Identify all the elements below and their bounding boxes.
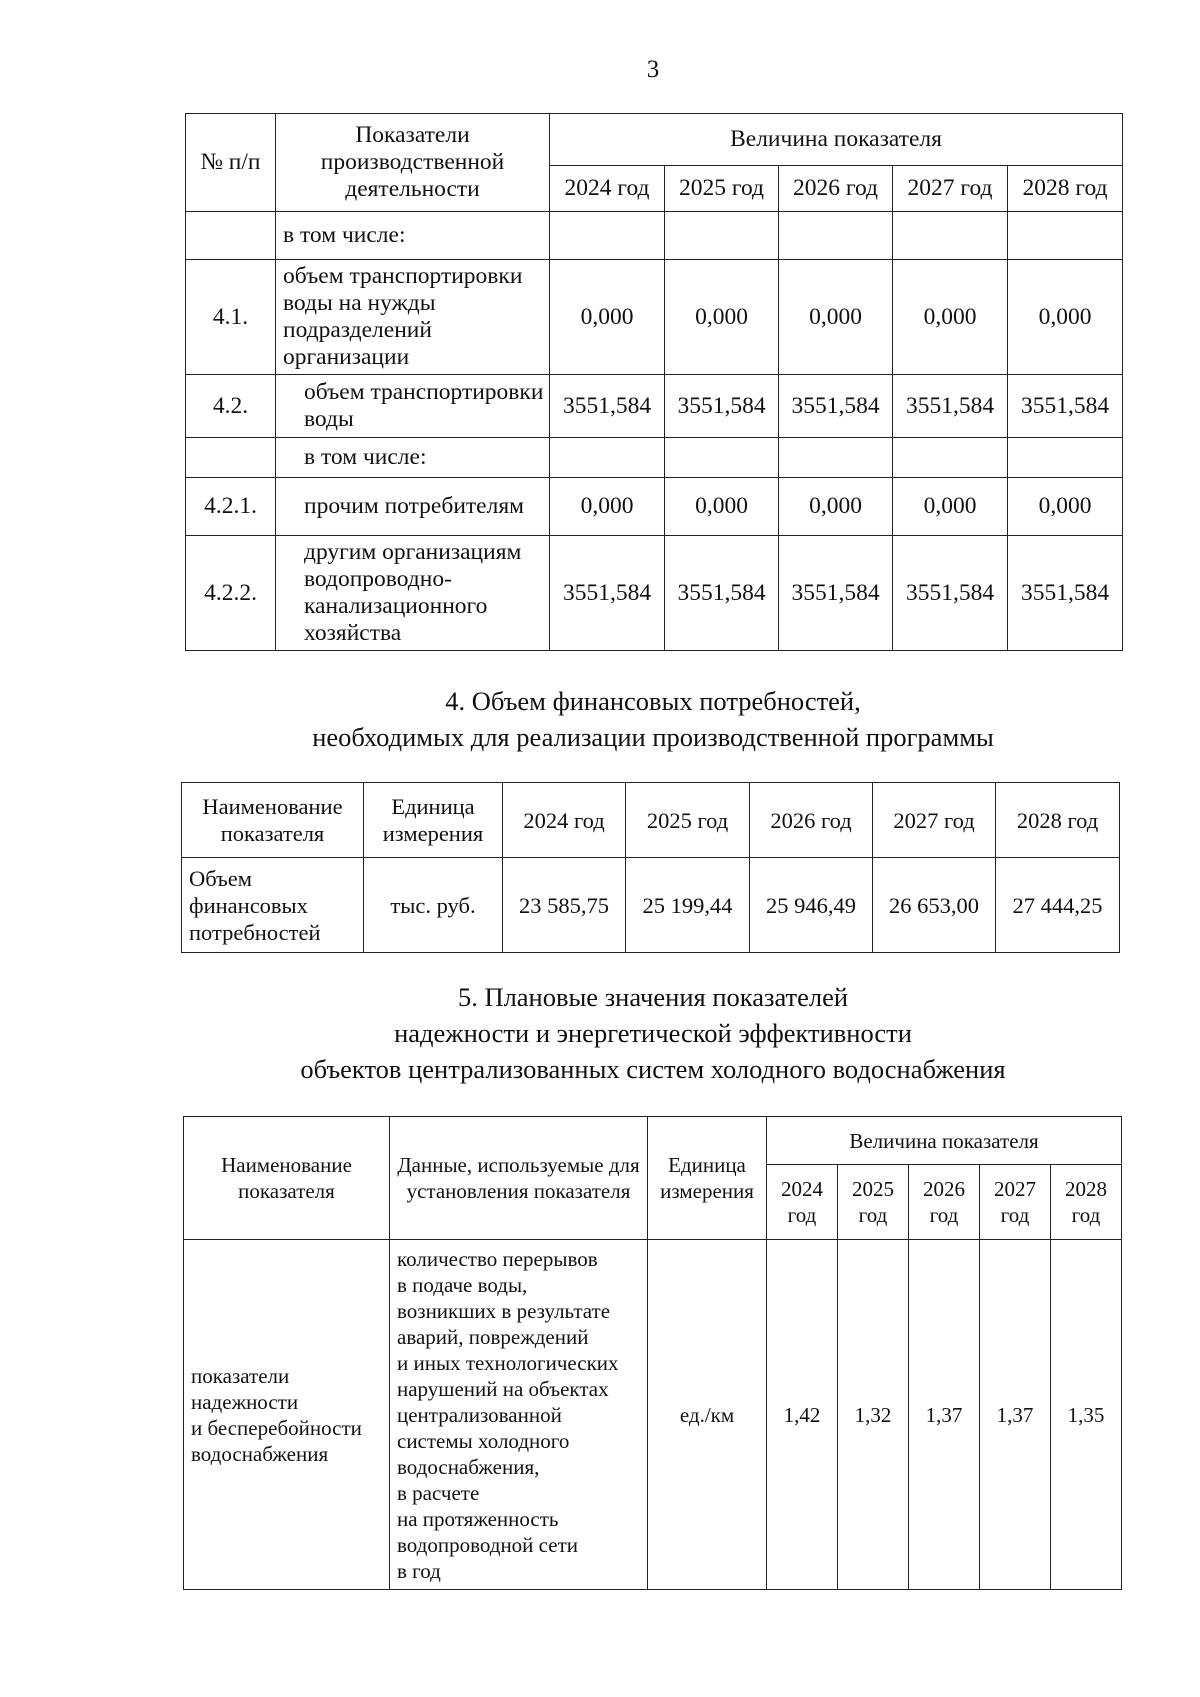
- header-year-number: 2025: [852, 1177, 894, 1201]
- row-value: [893, 438, 1008, 478]
- header-data: Данные, используемые для установления показателя: [390, 1117, 648, 1240]
- row-num: [186, 438, 276, 478]
- row-value: 0,000: [893, 260, 1008, 375]
- row-data-line: и иных технологических: [397, 1350, 619, 1375]
- row-value: 25 946,49: [750, 858, 873, 953]
- row-value: 23 585,75: [503, 858, 626, 953]
- section-4-title-line: 4. Объем финансовых потребностей,: [445, 686, 861, 716]
- header-year-number: 2026: [923, 1177, 965, 1201]
- row-value: 3551,584: [1008, 375, 1123, 438]
- row-value: [665, 438, 779, 478]
- row-data-line: нарушений на объектах: [397, 1376, 609, 1401]
- header-year: 2024 год: [503, 783, 626, 858]
- table-row: [186, 536, 1123, 651]
- row-value: 1,42: [767, 1240, 838, 1590]
- row-data-line: централизованной: [397, 1402, 562, 1427]
- table-row: [186, 260, 1123, 375]
- header-year: [1051, 1165, 1122, 1240]
- row-num: 4.2.1.: [186, 478, 276, 536]
- row-data-line: системы холодного: [397, 1428, 570, 1453]
- header-year: [767, 1165, 838, 1240]
- row-name: [184, 1240, 390, 1590]
- row-data-line: в расчете: [397, 1480, 480, 1505]
- row-value: 3551,584: [550, 375, 665, 438]
- header-year-number: 2027: [994, 1177, 1036, 1201]
- header-year: [980, 1165, 1051, 1240]
- row-value: 1,37: [980, 1240, 1051, 1590]
- section-5-title-line: объектов централизованных систем холодного водоснабжения: [300, 1054, 1006, 1084]
- row-data-line: в год: [397, 1558, 441, 1583]
- row-value: [665, 212, 779, 260]
- header-unit: Единица измерения: [648, 1117, 767, 1240]
- header-value: Величина показателя: [767, 1117, 1122, 1165]
- row-name-line: показатели: [191, 1363, 290, 1388]
- section-5-heading: [0, 979, 1200, 1087]
- row-name-line: водоснабжения: [191, 1441, 329, 1466]
- header-year: 2028 год: [1008, 166, 1123, 212]
- row-value: 0,000: [1008, 260, 1123, 375]
- row-label: в том числе:: [276, 438, 550, 478]
- row-value: 1,37: [909, 1240, 980, 1590]
- header-year: 2025 год: [626, 783, 750, 858]
- row-value: 0,000: [665, 478, 779, 536]
- header-indicator: Показатели производственной деятельности: [276, 114, 550, 212]
- row-value: [779, 438, 893, 478]
- header-num: № п/п: [186, 114, 276, 212]
- header-year-word: год: [1000, 1203, 1030, 1227]
- row-data-line: возникших в результате: [397, 1298, 611, 1323]
- header-year: 2024 год: [550, 166, 665, 212]
- table-row: [186, 375, 1123, 438]
- row-unit: тыс. руб.: [364, 858, 503, 953]
- row-label: прочим потребителям: [276, 478, 550, 536]
- row-value: 3551,584: [779, 375, 893, 438]
- header-year-number: 2028: [1065, 1177, 1107, 1201]
- row-name-line: и бесперебойности: [191, 1415, 362, 1440]
- row-value: 3551,584: [665, 375, 779, 438]
- row-value: 1,35: [1051, 1240, 1122, 1590]
- production-indicators-table: [185, 113, 1123, 651]
- row-label: объем транспортировки воды: [276, 375, 550, 438]
- row-value: [550, 438, 665, 478]
- row-data-line: на протяженность: [397, 1506, 559, 1531]
- row-value: 3551,584: [779, 536, 893, 651]
- header-year: [838, 1165, 909, 1240]
- header-year: 2026 год: [750, 783, 873, 858]
- section-5-title-line: надежности и энергетической эффективности: [394, 1018, 912, 1048]
- row-value: 0,000: [1008, 478, 1123, 536]
- row-value: 0,000: [550, 478, 665, 536]
- row-value: 3551,584: [893, 536, 1008, 651]
- header-year-word: год: [787, 1203, 817, 1227]
- row-data-line: водоснабжения,: [397, 1454, 540, 1479]
- row-data-line: водопроводной сети: [397, 1532, 578, 1557]
- financial-needs-table: [181, 782, 1120, 953]
- section-4-heading: [0, 683, 1200, 755]
- row-value: 0,000: [779, 478, 893, 536]
- table-row: [184, 1240, 1122, 1590]
- row-value: [1008, 212, 1123, 260]
- row-value: [893, 212, 1008, 260]
- row-num: [186, 212, 276, 260]
- header-year: 2028 год: [996, 783, 1120, 858]
- header-value: Величина показателя: [550, 114, 1123, 166]
- header-year: 2026 год: [779, 166, 893, 212]
- reliability-indicators-table: [183, 1116, 1122, 1590]
- row-value: 0,000: [665, 260, 779, 375]
- row-label: другим организациям водопроводно-канализационного хозяйства: [276, 536, 550, 651]
- row-data-line: количество перерывов: [397, 1246, 598, 1271]
- row-data-line: аварий, повреждений: [397, 1324, 589, 1349]
- row-name-line: надежности: [191, 1389, 299, 1414]
- row-num: 4.2.: [186, 375, 276, 438]
- row-num: 4.2.2.: [186, 536, 276, 651]
- row-label: в том числе:: [276, 212, 550, 260]
- row-data-line: в подаче воды,: [397, 1272, 528, 1297]
- header-unit: Единица измерения: [364, 783, 503, 858]
- row-value: [550, 212, 665, 260]
- header-year: [909, 1165, 980, 1240]
- row-value: 0,000: [779, 260, 893, 375]
- row-value: 3551,584: [665, 536, 779, 651]
- row-value: 26 653,00: [873, 858, 996, 953]
- page-number: 3: [646, 56, 660, 83]
- header-year: 2027 год: [873, 783, 996, 858]
- table-row: [186, 212, 1123, 260]
- header-year: 2027 год: [893, 166, 1008, 212]
- row-value: 0,000: [550, 260, 665, 375]
- row-value: 3551,584: [893, 375, 1008, 438]
- row-data-description: [390, 1240, 648, 1590]
- row-value: [1008, 438, 1123, 478]
- header-name: Наименование показателя: [182, 783, 364, 858]
- row-value: 3551,584: [550, 536, 665, 651]
- table-row: [186, 438, 1123, 478]
- row-value: 1,32: [838, 1240, 909, 1590]
- row-value: 25 199,44: [626, 858, 750, 953]
- header-year-word: год: [1071, 1203, 1101, 1227]
- row-value: 3551,584: [1008, 536, 1123, 651]
- row-value: 27 444,25: [996, 858, 1120, 953]
- row-num: 4.1.: [186, 260, 276, 375]
- header-year: 2025 год: [665, 166, 779, 212]
- row-label: объем транспортировки воды на нужды подразделений организации: [276, 260, 550, 375]
- row-value: 0,000: [893, 478, 1008, 536]
- row-unit: ед./км: [648, 1240, 767, 1590]
- header-year-word: год: [858, 1203, 888, 1227]
- header-year-number: 2024: [781, 1177, 823, 1201]
- table-row: [182, 858, 1120, 953]
- row-name: Объем финансовых потребностей: [182, 858, 364, 953]
- table-row: [186, 478, 1123, 536]
- header-name: Наименование показателя: [184, 1117, 390, 1240]
- section-5-title-line: 5. Плановые значения показателей: [457, 982, 849, 1012]
- section-4-title-line: необходимых для реализации производственной программы: [312, 722, 994, 752]
- row-value: [779, 212, 893, 260]
- header-year-word: год: [929, 1203, 959, 1227]
